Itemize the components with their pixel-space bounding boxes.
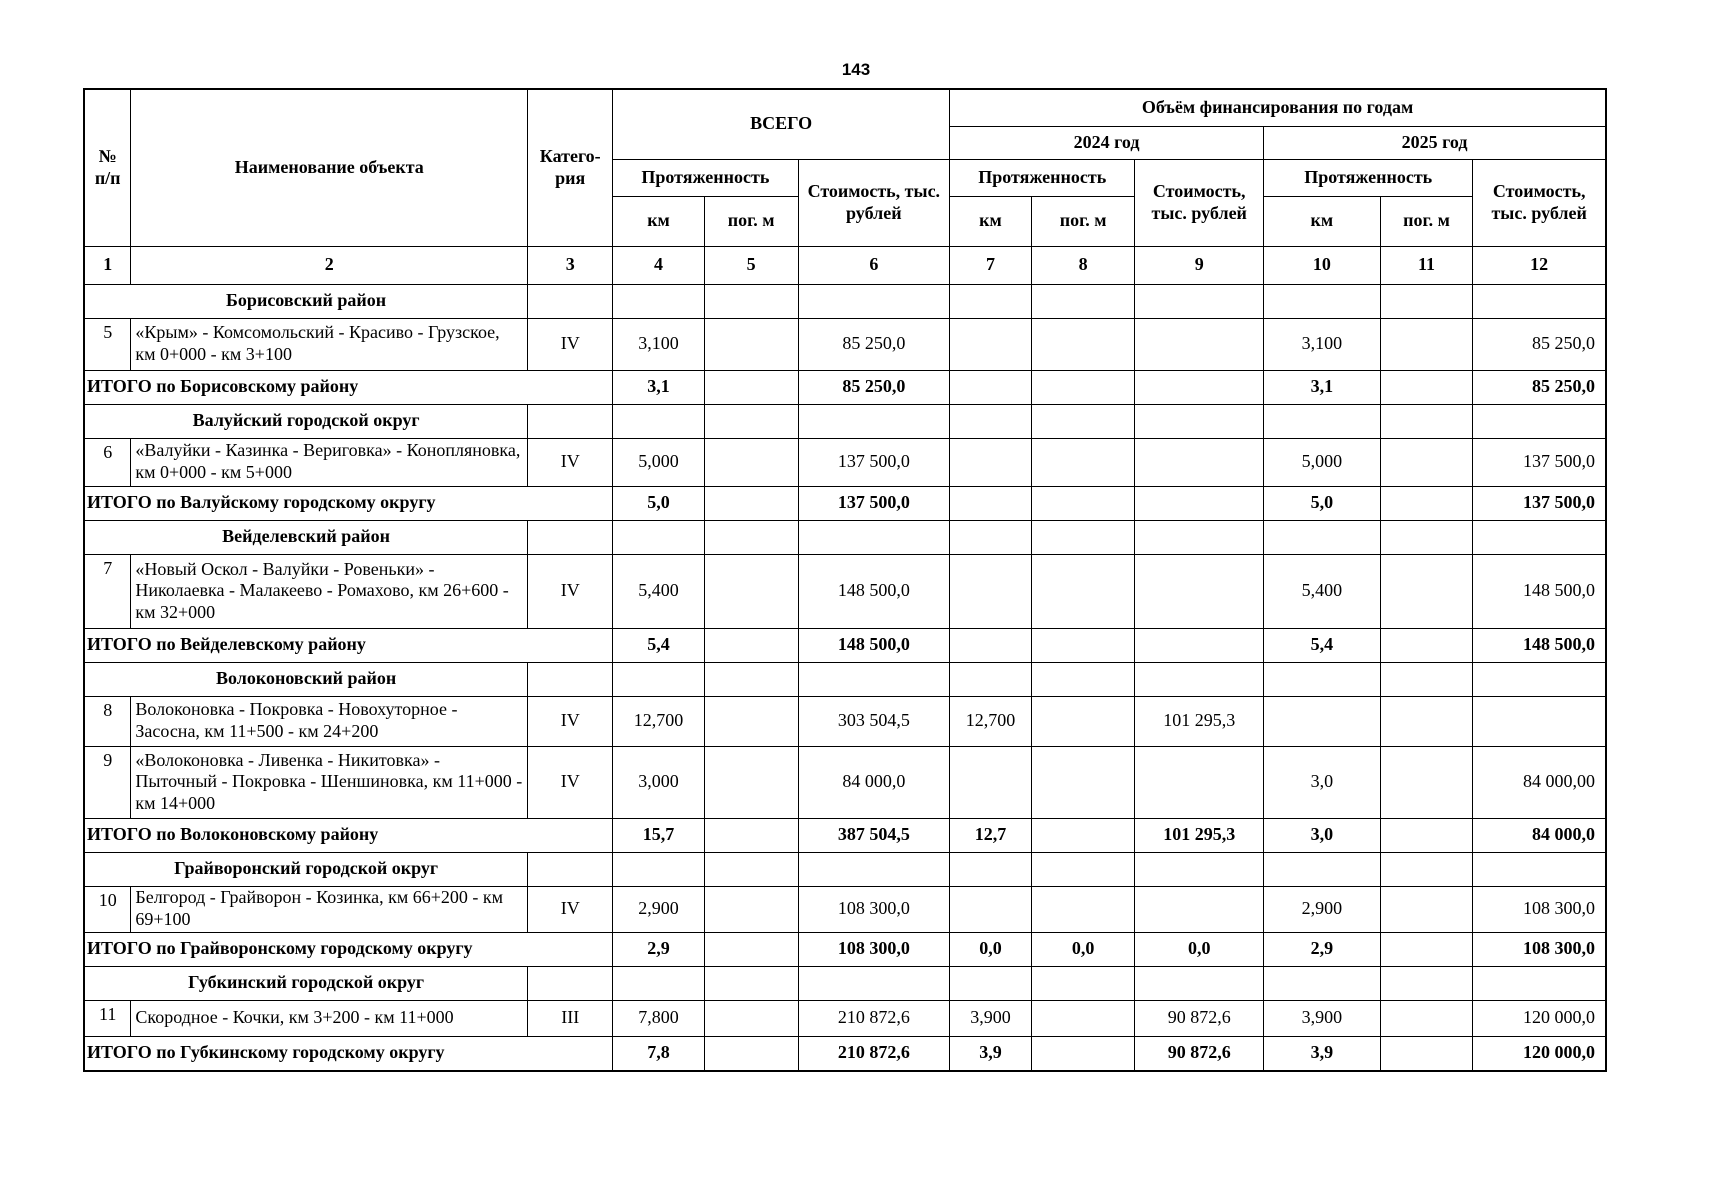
total-cost24 bbox=[1135, 370, 1264, 404]
item-category: IV bbox=[528, 438, 613, 486]
total-km25: 2,9 bbox=[1264, 932, 1381, 966]
empty-cell bbox=[613, 404, 705, 438]
total-label: ИТОГО по Борисовскому району bbox=[84, 370, 613, 404]
item-pog24 bbox=[1031, 886, 1135, 932]
header-km-total: км bbox=[613, 196, 705, 246]
item-km: 3,100 bbox=[613, 318, 705, 370]
table-row bbox=[84, 554, 1606, 628]
empty-cell bbox=[1380, 284, 1473, 318]
table-row bbox=[84, 438, 1606, 486]
total-cost25: 137 500,0 bbox=[1473, 486, 1606, 520]
empty-cell bbox=[528, 404, 613, 438]
item-km25: 5,400 bbox=[1264, 554, 1381, 628]
item-pog24 bbox=[1031, 438, 1135, 486]
empty-cell bbox=[950, 404, 1032, 438]
empty-cell bbox=[613, 662, 705, 696]
total-km24 bbox=[950, 370, 1032, 404]
item-cost24 bbox=[1135, 554, 1264, 628]
table-row bbox=[84, 318, 1606, 370]
empty-cell bbox=[704, 966, 798, 1000]
column-number: 9 bbox=[1135, 246, 1264, 284]
item-name: «Новый Оскол - Валуйки - Ровеньки» - Николаевка - Малакеево - Ромахово, км 26+600 - км 32+000 bbox=[131, 554, 528, 628]
item-pog25 bbox=[1380, 318, 1473, 370]
header-pogm-2024: пог. м bbox=[1031, 196, 1135, 246]
item-km: 5,000 bbox=[613, 438, 705, 486]
total-pog24 bbox=[1031, 628, 1135, 662]
item-km: 2,900 bbox=[613, 886, 705, 932]
empty-cell bbox=[1135, 284, 1264, 318]
section-row bbox=[84, 662, 1606, 696]
empty-cell bbox=[704, 852, 798, 886]
empty-cell bbox=[704, 520, 798, 554]
empty-cell bbox=[950, 284, 1032, 318]
empty-cell bbox=[950, 662, 1032, 696]
column-numbers-row bbox=[84, 246, 1606, 284]
section-row bbox=[84, 966, 1606, 1000]
item-cost: 148 500,0 bbox=[798, 554, 950, 628]
item-km25: 5,000 bbox=[1264, 438, 1381, 486]
total-row bbox=[84, 370, 1606, 404]
header-cost-total: Стоимость, тыс. рублей bbox=[798, 159, 950, 246]
header-pogm-total: пог. м bbox=[704, 196, 798, 246]
empty-cell bbox=[704, 404, 798, 438]
item-number: 6 bbox=[84, 438, 131, 486]
item-number: 9 bbox=[84, 746, 131, 818]
item-cost: 303 504,5 bbox=[798, 696, 950, 746]
item-pog bbox=[704, 1000, 798, 1036]
header-cost-2024: Стоимость, тыс. рублей bbox=[1135, 159, 1264, 246]
item-km24 bbox=[950, 886, 1032, 932]
total-pog25 bbox=[1380, 932, 1473, 966]
item-category: IV bbox=[528, 318, 613, 370]
table-body bbox=[84, 284, 1606, 1071]
item-cost25 bbox=[1473, 696, 1606, 746]
total-cost: 148 500,0 bbox=[798, 628, 950, 662]
total-cost24: 90 872,6 bbox=[1135, 1036, 1264, 1071]
total-km25: 3,0 bbox=[1264, 818, 1381, 852]
section-row bbox=[84, 284, 1606, 318]
item-category: IV bbox=[528, 746, 613, 818]
header-length-2024: Протяженность bbox=[950, 159, 1135, 196]
total-pog25 bbox=[1380, 628, 1473, 662]
empty-cell bbox=[613, 966, 705, 1000]
total-km24 bbox=[950, 486, 1032, 520]
total-km: 15,7 bbox=[613, 818, 705, 852]
total-row bbox=[84, 628, 1606, 662]
item-cost: 108 300,0 bbox=[798, 886, 950, 932]
item-number: 7 bbox=[84, 554, 131, 628]
total-cost24: 0,0 bbox=[1135, 932, 1264, 966]
table-row bbox=[84, 886, 1606, 932]
total-pog bbox=[704, 818, 798, 852]
item-number: 11 bbox=[84, 1000, 131, 1036]
item-cost25: 137 500,0 bbox=[1473, 438, 1606, 486]
column-number: 1 bbox=[84, 246, 131, 284]
total-km: 5,0 bbox=[613, 486, 705, 520]
column-number: 4 bbox=[613, 246, 705, 284]
item-pog bbox=[704, 886, 798, 932]
empty-cell bbox=[950, 966, 1032, 1000]
item-pog25 bbox=[1380, 554, 1473, 628]
item-km: 12,700 bbox=[613, 696, 705, 746]
total-label: ИТОГО по Грайворонскому городскому округу bbox=[84, 932, 613, 966]
empty-cell bbox=[950, 520, 1032, 554]
table-row bbox=[84, 696, 1606, 746]
total-km25: 5,0 bbox=[1264, 486, 1381, 520]
section-title: Губкинский городской округ bbox=[84, 966, 528, 1000]
empty-cell bbox=[528, 966, 613, 1000]
item-pog bbox=[704, 746, 798, 818]
empty-cell bbox=[1264, 966, 1381, 1000]
empty-cell bbox=[1031, 852, 1135, 886]
item-pog24 bbox=[1031, 1000, 1135, 1036]
total-km: 2,9 bbox=[613, 932, 705, 966]
empty-cell bbox=[528, 520, 613, 554]
total-cost25: 148 500,0 bbox=[1473, 628, 1606, 662]
empty-cell bbox=[798, 284, 950, 318]
item-category: IV bbox=[528, 696, 613, 746]
section-title: Волоконовский район bbox=[84, 662, 528, 696]
total-label: ИТОГО по Губкинскому городскому округу bbox=[84, 1036, 613, 1071]
table-header bbox=[84, 89, 1606, 284]
empty-cell bbox=[1264, 662, 1381, 696]
total-pog bbox=[704, 628, 798, 662]
header-name: Наименование объекта bbox=[131, 89, 528, 246]
empty-cell bbox=[528, 284, 613, 318]
empty-cell bbox=[1473, 520, 1606, 554]
total-pog25 bbox=[1380, 1036, 1473, 1071]
item-category: IV bbox=[528, 554, 613, 628]
item-number: 10 bbox=[84, 886, 131, 932]
item-name: «Крым» - Комсомольский - Красиво - Грузское, км 0+000 - км 3+100 bbox=[131, 318, 528, 370]
total-pog25 bbox=[1380, 486, 1473, 520]
item-number: 5 bbox=[84, 318, 131, 370]
empty-cell bbox=[798, 520, 950, 554]
column-number: 6 bbox=[798, 246, 950, 284]
item-km24 bbox=[950, 554, 1032, 628]
total-km25: 3,9 bbox=[1264, 1036, 1381, 1071]
total-km25: 5,4 bbox=[1264, 628, 1381, 662]
empty-cell bbox=[1380, 662, 1473, 696]
item-name: Волоконовка - Покровка - Новохуторное - Засосна, км 11+500 - км 24+200 bbox=[131, 696, 528, 746]
header-category: Катего- рия bbox=[528, 89, 613, 246]
item-cost25: 85 250,0 bbox=[1473, 318, 1606, 370]
section-title: Борисовский район bbox=[84, 284, 528, 318]
section-row bbox=[84, 404, 1606, 438]
item-name: «Валуйки - Казинка - Вериговка» - Конопляновка, км 0+000 - км 5+000 bbox=[131, 438, 528, 486]
total-km24: 12,7 bbox=[950, 818, 1032, 852]
item-cost24: 90 872,6 bbox=[1135, 1000, 1264, 1036]
item-pog25 bbox=[1380, 746, 1473, 818]
total-cost25: 85 250,0 bbox=[1473, 370, 1606, 404]
item-cost25: 84 000,00 bbox=[1473, 746, 1606, 818]
empty-cell bbox=[1135, 852, 1264, 886]
column-number: 7 bbox=[950, 246, 1032, 284]
item-cost: 137 500,0 bbox=[798, 438, 950, 486]
item-pog bbox=[704, 696, 798, 746]
header-length-total: Протяженность bbox=[613, 159, 798, 196]
item-km: 7,800 bbox=[613, 1000, 705, 1036]
empty-cell bbox=[704, 284, 798, 318]
section-row bbox=[84, 520, 1606, 554]
item-cost24 bbox=[1135, 886, 1264, 932]
item-pog24 bbox=[1031, 554, 1135, 628]
total-km: 3,1 bbox=[613, 370, 705, 404]
item-name: «Волоконовка - Ливенка - Никитовка» - Пыточный - Покровка - Шеншиновка, км 11+000 - км 14+000 bbox=[131, 746, 528, 818]
total-row bbox=[84, 1036, 1606, 1071]
total-row bbox=[84, 818, 1606, 852]
item-cost24 bbox=[1135, 746, 1264, 818]
total-pog bbox=[704, 486, 798, 520]
table-row bbox=[84, 1000, 1606, 1036]
item-km25: 3,100 bbox=[1264, 318, 1381, 370]
item-km24: 12,700 bbox=[950, 696, 1032, 746]
total-pog25 bbox=[1380, 818, 1473, 852]
empty-cell bbox=[1264, 520, 1381, 554]
total-km24: 0,0 bbox=[950, 932, 1032, 966]
total-cost25: 120 000,0 bbox=[1473, 1036, 1606, 1071]
item-km: 3,000 bbox=[613, 746, 705, 818]
item-number: 8 bbox=[84, 696, 131, 746]
header-km-2025: км bbox=[1264, 196, 1381, 246]
empty-cell bbox=[1031, 284, 1135, 318]
table-row bbox=[84, 746, 1606, 818]
empty-cell bbox=[1380, 966, 1473, 1000]
empty-cell bbox=[1135, 966, 1264, 1000]
item-category: III bbox=[528, 1000, 613, 1036]
item-pog25 bbox=[1380, 696, 1473, 746]
empty-cell bbox=[798, 966, 950, 1000]
header-no: № п/п bbox=[84, 89, 131, 246]
item-pog24 bbox=[1031, 318, 1135, 370]
total-label: ИТОГО по Волоконовскому району bbox=[84, 818, 613, 852]
total-pog24: 0,0 bbox=[1031, 932, 1135, 966]
empty-cell bbox=[798, 852, 950, 886]
page-number: 143 bbox=[841, 60, 871, 79]
total-cost24 bbox=[1135, 628, 1264, 662]
empty-cell bbox=[1031, 966, 1135, 1000]
empty-cell bbox=[1473, 404, 1606, 438]
total-pog24 bbox=[1031, 486, 1135, 520]
empty-cell bbox=[1264, 284, 1381, 318]
item-km: 5,400 bbox=[613, 554, 705, 628]
empty-cell bbox=[1380, 852, 1473, 886]
column-number: 2 bbox=[131, 246, 528, 284]
item-km25: 3,900 bbox=[1264, 1000, 1381, 1036]
empty-cell bbox=[613, 520, 705, 554]
total-row bbox=[84, 932, 1606, 966]
item-cost24 bbox=[1135, 438, 1264, 486]
total-cost: 210 872,6 bbox=[798, 1036, 950, 1071]
item-km25 bbox=[1264, 696, 1381, 746]
empty-cell bbox=[798, 404, 950, 438]
empty-cell bbox=[528, 852, 613, 886]
total-label: ИТОГО по Валуйскому городскому округу bbox=[84, 486, 613, 520]
section-title: Грайворонский городской округ bbox=[84, 852, 528, 886]
empty-cell bbox=[950, 852, 1032, 886]
item-pog bbox=[704, 438, 798, 486]
total-cost: 387 504,5 bbox=[798, 818, 950, 852]
empty-cell bbox=[1135, 520, 1264, 554]
header-cost-2025: Стоимость, тыс. рублей bbox=[1473, 159, 1606, 246]
empty-cell bbox=[704, 662, 798, 696]
total-pog24 bbox=[1031, 818, 1135, 852]
item-cost25: 120 000,0 bbox=[1473, 1000, 1606, 1036]
empty-cell bbox=[1380, 404, 1473, 438]
item-pog25 bbox=[1380, 438, 1473, 486]
column-number: 5 bbox=[704, 246, 798, 284]
item-km25: 2,900 bbox=[1264, 886, 1381, 932]
column-number: 10 bbox=[1264, 246, 1381, 284]
total-label: ИТОГО по Вейделевскому району bbox=[84, 628, 613, 662]
header-pogm-2025: пог. м bbox=[1380, 196, 1473, 246]
total-km: 7,8 bbox=[613, 1036, 705, 1071]
item-cost: 84 000,0 bbox=[798, 746, 950, 818]
empty-cell bbox=[1135, 404, 1264, 438]
empty-cell bbox=[1031, 520, 1135, 554]
item-cost: 85 250,0 bbox=[798, 318, 950, 370]
empty-cell bbox=[1264, 852, 1381, 886]
section-row bbox=[84, 852, 1606, 886]
total-km: 5,4 bbox=[613, 628, 705, 662]
section-title: Валуйский городской округ bbox=[84, 404, 528, 438]
empty-cell bbox=[798, 662, 950, 696]
total-pog24 bbox=[1031, 370, 1135, 404]
section-title: Вейделевский район bbox=[84, 520, 528, 554]
empty-cell bbox=[1473, 284, 1606, 318]
empty-cell bbox=[1264, 404, 1381, 438]
item-cost25: 148 500,0 bbox=[1473, 554, 1606, 628]
total-km25: 3,1 bbox=[1264, 370, 1381, 404]
total-pog bbox=[704, 1036, 798, 1071]
item-km24: 3,900 bbox=[950, 1000, 1032, 1036]
item-pog24 bbox=[1031, 696, 1135, 746]
empty-cell bbox=[1473, 966, 1606, 1000]
item-name: Белгород - Грайворон - Козинка, км 66+200 - км 69+100 bbox=[131, 886, 528, 932]
item-km24 bbox=[950, 438, 1032, 486]
total-km24 bbox=[950, 628, 1032, 662]
item-km24 bbox=[950, 318, 1032, 370]
column-number: 3 bbox=[528, 246, 613, 284]
item-cost24: 101 295,3 bbox=[1135, 696, 1264, 746]
header-km-2024: км bbox=[950, 196, 1032, 246]
total-cost25: 84 000,0 bbox=[1473, 818, 1606, 852]
header-funding: Объём финансирования по годам bbox=[950, 89, 1606, 126]
column-number: 12 bbox=[1473, 246, 1606, 284]
item-km25: 3,0 bbox=[1264, 746, 1381, 818]
item-name: Скородное - Кочки, км 3+200 - км 11+000 bbox=[131, 1000, 528, 1036]
empty-cell bbox=[613, 852, 705, 886]
empty-cell bbox=[528, 662, 613, 696]
total-pog25 bbox=[1380, 370, 1473, 404]
item-pog bbox=[704, 318, 798, 370]
header-year-2025: 2025 год bbox=[1264, 126, 1606, 159]
item-category: IV bbox=[528, 886, 613, 932]
empty-cell bbox=[613, 284, 705, 318]
total-cost24: 101 295,3 bbox=[1135, 818, 1264, 852]
empty-cell bbox=[1473, 852, 1606, 886]
column-number: 11 bbox=[1380, 246, 1473, 284]
total-cost25: 108 300,0 bbox=[1473, 932, 1606, 966]
header-year-2024: 2024 год bbox=[950, 126, 1264, 159]
total-pog24 bbox=[1031, 1036, 1135, 1071]
total-cost: 108 300,0 bbox=[798, 932, 950, 966]
header-total: ВСЕГО bbox=[613, 89, 950, 159]
total-km24: 3,9 bbox=[950, 1036, 1032, 1071]
total-pog bbox=[704, 370, 798, 404]
empty-cell bbox=[1031, 404, 1135, 438]
item-pog bbox=[704, 554, 798, 628]
item-pog25 bbox=[1380, 886, 1473, 932]
item-km24 bbox=[950, 746, 1032, 818]
item-pog25 bbox=[1380, 1000, 1473, 1036]
empty-cell bbox=[1473, 662, 1606, 696]
header-length-2025: Протяженность bbox=[1264, 159, 1473, 196]
column-number: 8 bbox=[1031, 246, 1135, 284]
total-cost: 137 500,0 bbox=[798, 486, 950, 520]
item-cost24 bbox=[1135, 318, 1264, 370]
empty-cell bbox=[1380, 520, 1473, 554]
total-row bbox=[84, 486, 1606, 520]
total-cost: 85 250,0 bbox=[798, 370, 950, 404]
financing-table bbox=[83, 88, 1607, 1072]
item-pog24 bbox=[1031, 746, 1135, 818]
empty-cell bbox=[1031, 662, 1135, 696]
item-cost25: 108 300,0 bbox=[1473, 886, 1606, 932]
total-cost24 bbox=[1135, 486, 1264, 520]
item-cost: 210 872,6 bbox=[798, 1000, 950, 1036]
total-pog bbox=[704, 932, 798, 966]
empty-cell bbox=[1135, 662, 1264, 696]
